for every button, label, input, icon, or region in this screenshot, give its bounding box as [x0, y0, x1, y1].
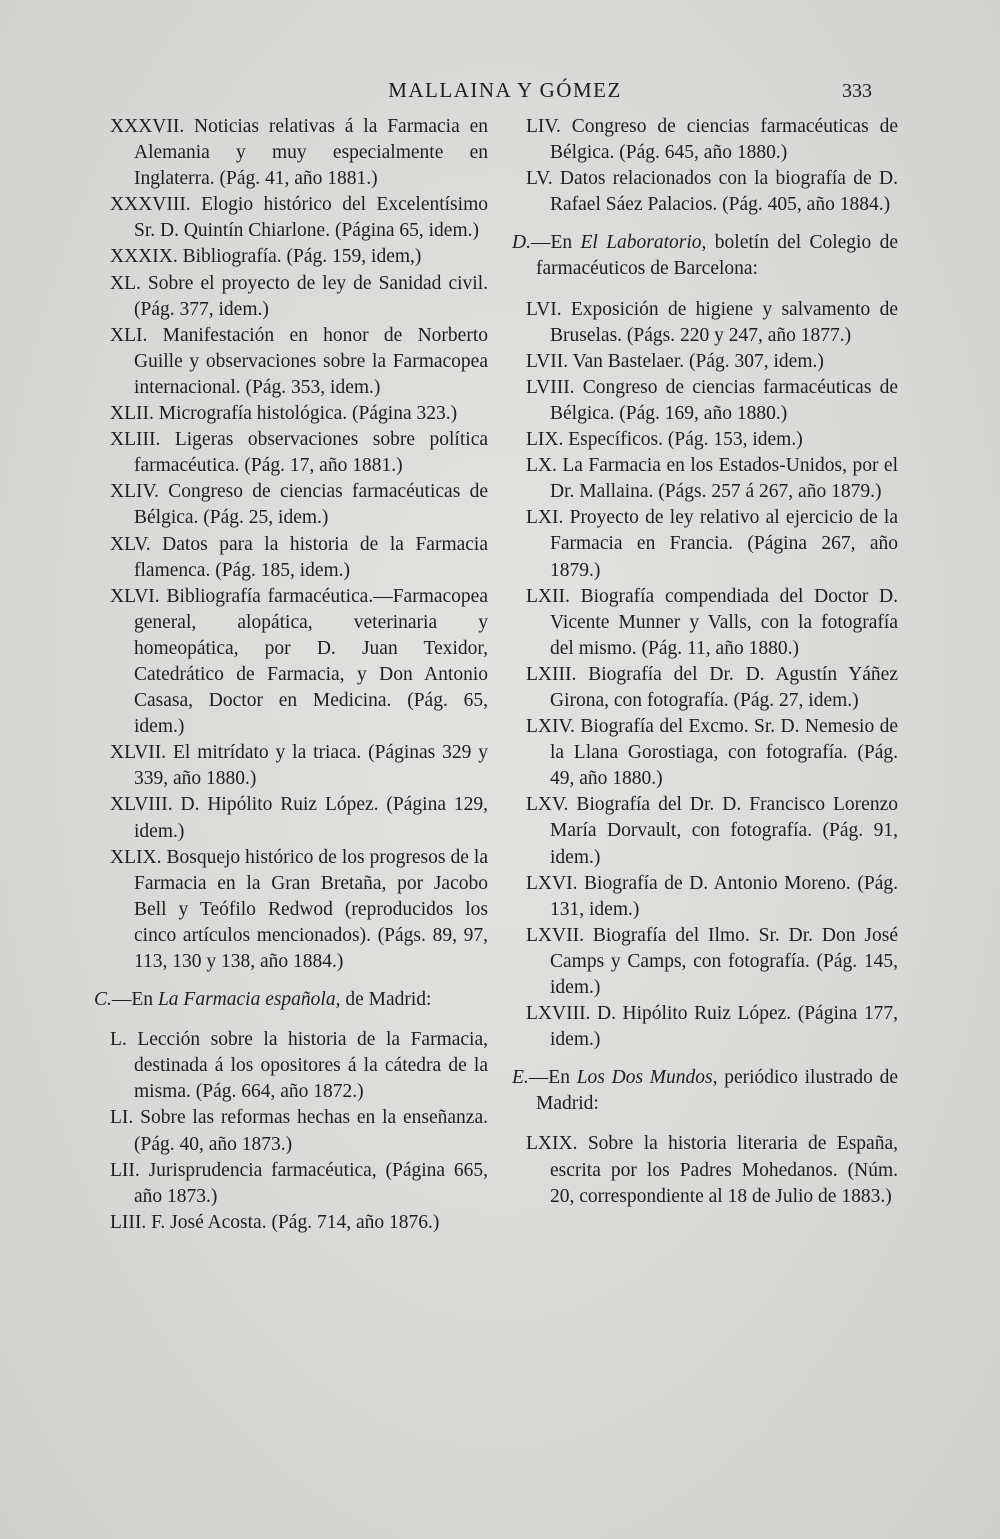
entry: XXXVII. Noticias relativas á la Farmacia en Alemania y muy especialmente en Inglaterra. (Pág. 41, año 1881.)	[110, 116, 488, 190]
entry: XLII. Micrografía histológica. (Página 323.)	[110, 403, 458, 425]
section-heading-c	[94, 987, 488, 1013]
left-column	[94, 114, 488, 1236]
entry: XL. Sobre el proyecto de ley de Sanidad civil. (Pág. 377, idem.)	[110, 272, 488, 320]
section-letter: E.	[512, 1067, 529, 1089]
entry: LXIII. Biografía del Dr. D. Agustín Yáñez Girona, con fotografía. (Pág. 27, idem.)	[526, 663, 898, 711]
entry: XLIV. Congreso de ciencias farmacéuticas de Bélgica. (Pág. 25, idem.)	[110, 481, 488, 529]
entry: LIV. Congreso de ciencias farmacéuticas de Bélgica. (Pág. 645, año 1880.)	[526, 116, 898, 164]
running-title: MALLAINA Y GÓMEZ	[388, 78, 622, 102]
section-rest: periódico ilustrado de Madrid:	[536, 1067, 898, 1115]
section-heading-e	[512, 1065, 898, 1117]
entry: LXIV. Biografía del Excmo. Sr. D. Nemesio de la Llana Gorostiaga, con fotografía. (Pág. 49, año 1880.)	[526, 716, 898, 790]
entry: LXII. Biografía compendiada del Doctor D. Vicente Munner y Valls, con la fotografía del mismo. (Pág. 11, año 1880.)	[526, 585, 898, 659]
entry: LXVIII. D. Hipólito Ruiz López. (Página 177, idem.)	[526, 1003, 898, 1051]
entry: LVIII. Congreso de ciencias farmacéuticas de Bélgica. (Pág. 169, año 1880.)	[526, 376, 898, 424]
section-intro: —En	[528, 1067, 577, 1089]
section-heading-d	[512, 230, 898, 282]
entry: XLIX. Bosquejo histórico de los progresos de la Farmacia en la Gran Bretaña, por Jacobo Bell y Teófilo Redwod (reproducidos los cinco artículos mencionados). (Págs. 89, 97, 113, 130 y 138, año 1884.)	[110, 846, 488, 972]
entry: LX. La Farmacia en los Estados-Unidos, por el Dr. Mallaina. (Págs. 257 á 267, año 1879.)	[526, 455, 898, 503]
publication-title: El Laboratorio,	[580, 232, 707, 254]
entry: XXXIX. Bibliografía. (Pág. 159, idem,)	[110, 246, 422, 268]
section-rest: de Madrid:	[340, 989, 432, 1011]
section-intro: —En	[530, 232, 581, 254]
entry: LIII. F. José Acosta. (Pág. 714, año 1876.)	[110, 1211, 440, 1233]
entry: XLI. Manifestación en honor de Norberto Guille y observaciones sobre la Farmacopea internacional. (Pág. 353, idem.)	[110, 324, 488, 398]
entry: XXXVIII. Elogio histórico del Excelentísimo Sr. D. Quintín Chiarlone. (Página 65, idem.)	[110, 194, 488, 242]
entry: LXV. Biografía del Dr. D. Francisco Lorenzo María Dorvault, con fotografía. (Pág. 91, idem.)	[526, 794, 898, 868]
entry: LVI. Exposición de higiene y salvamento de Bruselas. (Págs. 220 y 247, año 1877.)	[526, 298, 898, 346]
right-column	[512, 114, 898, 1210]
entry: L. Lección sobre la historia de la Farmacia, destinada á los opositores á la cátedra de la misma. (Pág. 664, año 1872.)	[110, 1029, 488, 1103]
section-rest: boletín del Colegio de farmacéuticos de Barcelona:	[536, 232, 898, 280]
publication-title: Los Dos Mundos,	[576, 1067, 718, 1089]
section-intro: —En	[111, 989, 158, 1011]
entry: LXI. Proyecto de ley relativo al ejercicio de la Farmacia en Francia. (Página 267, año 1879.)	[526, 507, 898, 581]
entry: XLV. Datos para la historia de la Farmacia flamenca. (Pág. 185, idem.)	[110, 533, 488, 581]
entry: LXVI. Biografía de D. Antonio Moreno. (Pág. 131, idem.)	[526, 872, 898, 920]
section-letter: C.	[94, 989, 112, 1011]
entry: XLVII. El mitrídato y la triaca. (Páginas 329 y 339, año 1880.)	[110, 742, 488, 790]
section-letter: D.	[512, 232, 531, 254]
page-number: 333	[842, 80, 872, 102]
entry: LXIX. Sobre la historia literaria de España, escrita por los Padres Mohedanos. (Núm. 20, correspondiente al 18 de Julio de 1883.)	[526, 1133, 898, 1207]
entry: LII. Jurisprudencia farmacéutica, (Página 665, año 1873.)	[110, 1159, 488, 1207]
entry: LV. Datos relacionados con la biografía de D. Rafael Sáez Palacios. (Pág. 405, año 1884.)	[526, 168, 898, 216]
entry: XLVIII. D. Hipólito Ruiz López. (Página 129, idem.)	[110, 794, 488, 842]
entry: XLVI. Bibliografía farmacéutica.—Farmacopea general, alopática, veterinaria y homeopática, por D. Juan Texidor, Catedrático de Farmacia, y Don Antonio Casasa, Doctor en Medicina. (Pág. 65, idem.)	[110, 585, 488, 738]
entry: LVII. Van Bastelaer. (Pág. 307, idem.)	[526, 350, 824, 372]
publication-title: La Farmacia española,	[157, 989, 341, 1011]
entry: LIX. Específicos. (Pág. 153, idem.)	[526, 429, 803, 451]
entry: LXVII. Biografía del Ilmo. Sr. Dr. Don José Camps y Camps, con fotografía. (Pág. 145, idem.)	[526, 924, 898, 998]
entry: LI. Sobre las reformas hechas en la enseñanza. (Pág. 40, año 1873.)	[110, 1107, 488, 1155]
entry: XLIII. Ligeras observaciones sobre política farmacéutica. (Pág. 17, año 1881.)	[110, 429, 488, 477]
